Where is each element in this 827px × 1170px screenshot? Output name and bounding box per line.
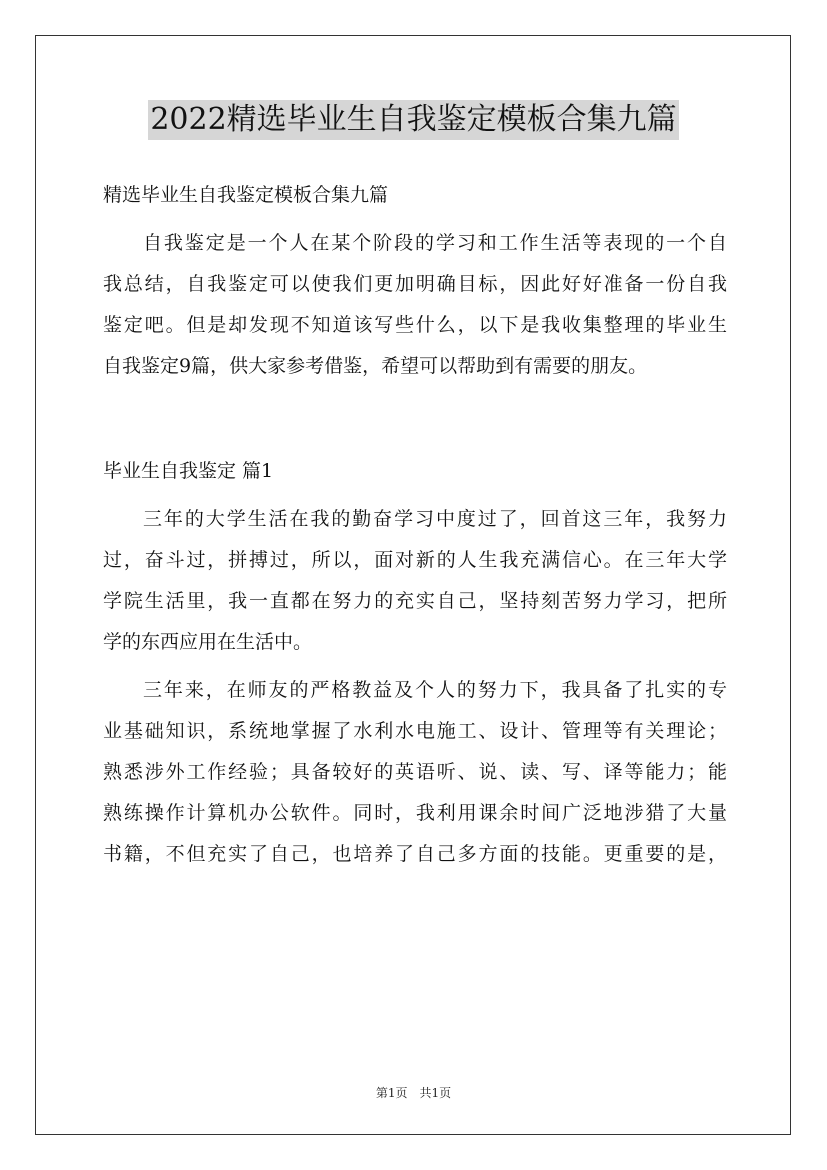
paragraph-line: 三年来，在师友的严格教益及个人的努力下，我具备了扎实的专 <box>143 679 727 701</box>
intro-line: 自我鉴定是一个人在某个阶段的学习和工作生活等表现的一个自 <box>143 232 727 254</box>
paragraph-line: 书籍，不但充实了自己，也培养了自己多方面的技能。更重要的是， <box>103 843 727 865</box>
paragraph-line: 学的东西应用在生活中。 <box>103 631 313 653</box>
spacer <box>103 492 727 499</box>
intro-line: 自我鉴定9篇，供大家参考借鉴，希望可以帮助到有需要的朋友。 <box>103 355 648 377</box>
section-heading: 毕业生自我鉴定 篇1 <box>103 460 274 482</box>
paragraph-line: 三年的大学生活在我的勤奋学习中度过了，回首这三年，我努力 <box>143 508 727 530</box>
page-footer: 第1页 共1页 <box>375 1086 452 1100</box>
paragraph-line: 熟练操作计算机办公软件。同时，我利用课余时间广泛地涉猎了大量 <box>103 802 727 824</box>
spacer <box>103 216 727 223</box>
paragraph-line: 熟悉涉外工作经验；具备较好的英语听、说、读、写、译等能力；能 <box>103 761 727 783</box>
section-spacer <box>103 387 727 451</box>
document-title: 2022精选毕业生自我鉴定模板合集九篇 <box>148 100 678 140</box>
document-body <box>103 175 727 875</box>
paragraph-line: 过，奋斗过，拼搏过，所以，面对新的人生我充满信心。在三年大学 <box>103 549 727 571</box>
subtitle: 精选毕业生自我鉴定模板合集九篇 <box>103 184 389 206</box>
title-container <box>0 100 827 140</box>
spacer <box>103 663 727 670</box>
paragraph-line: 学院生活里，我一直都在努力的充实自己，坚持刻苦努力学习，把所 <box>103 590 727 612</box>
intro-line: 鉴定吧。但是却发现不知道该写些什么，以下是我收集整理的毕业生 <box>103 314 727 336</box>
paragraph-line: 业基础知识，系统地掌握了水利水电施工、设计、管理等有关理论； <box>103 720 727 742</box>
intro-line: 我总结，自我鉴定可以使我们更加明确目标，因此好好准备一份自我 <box>103 273 727 295</box>
